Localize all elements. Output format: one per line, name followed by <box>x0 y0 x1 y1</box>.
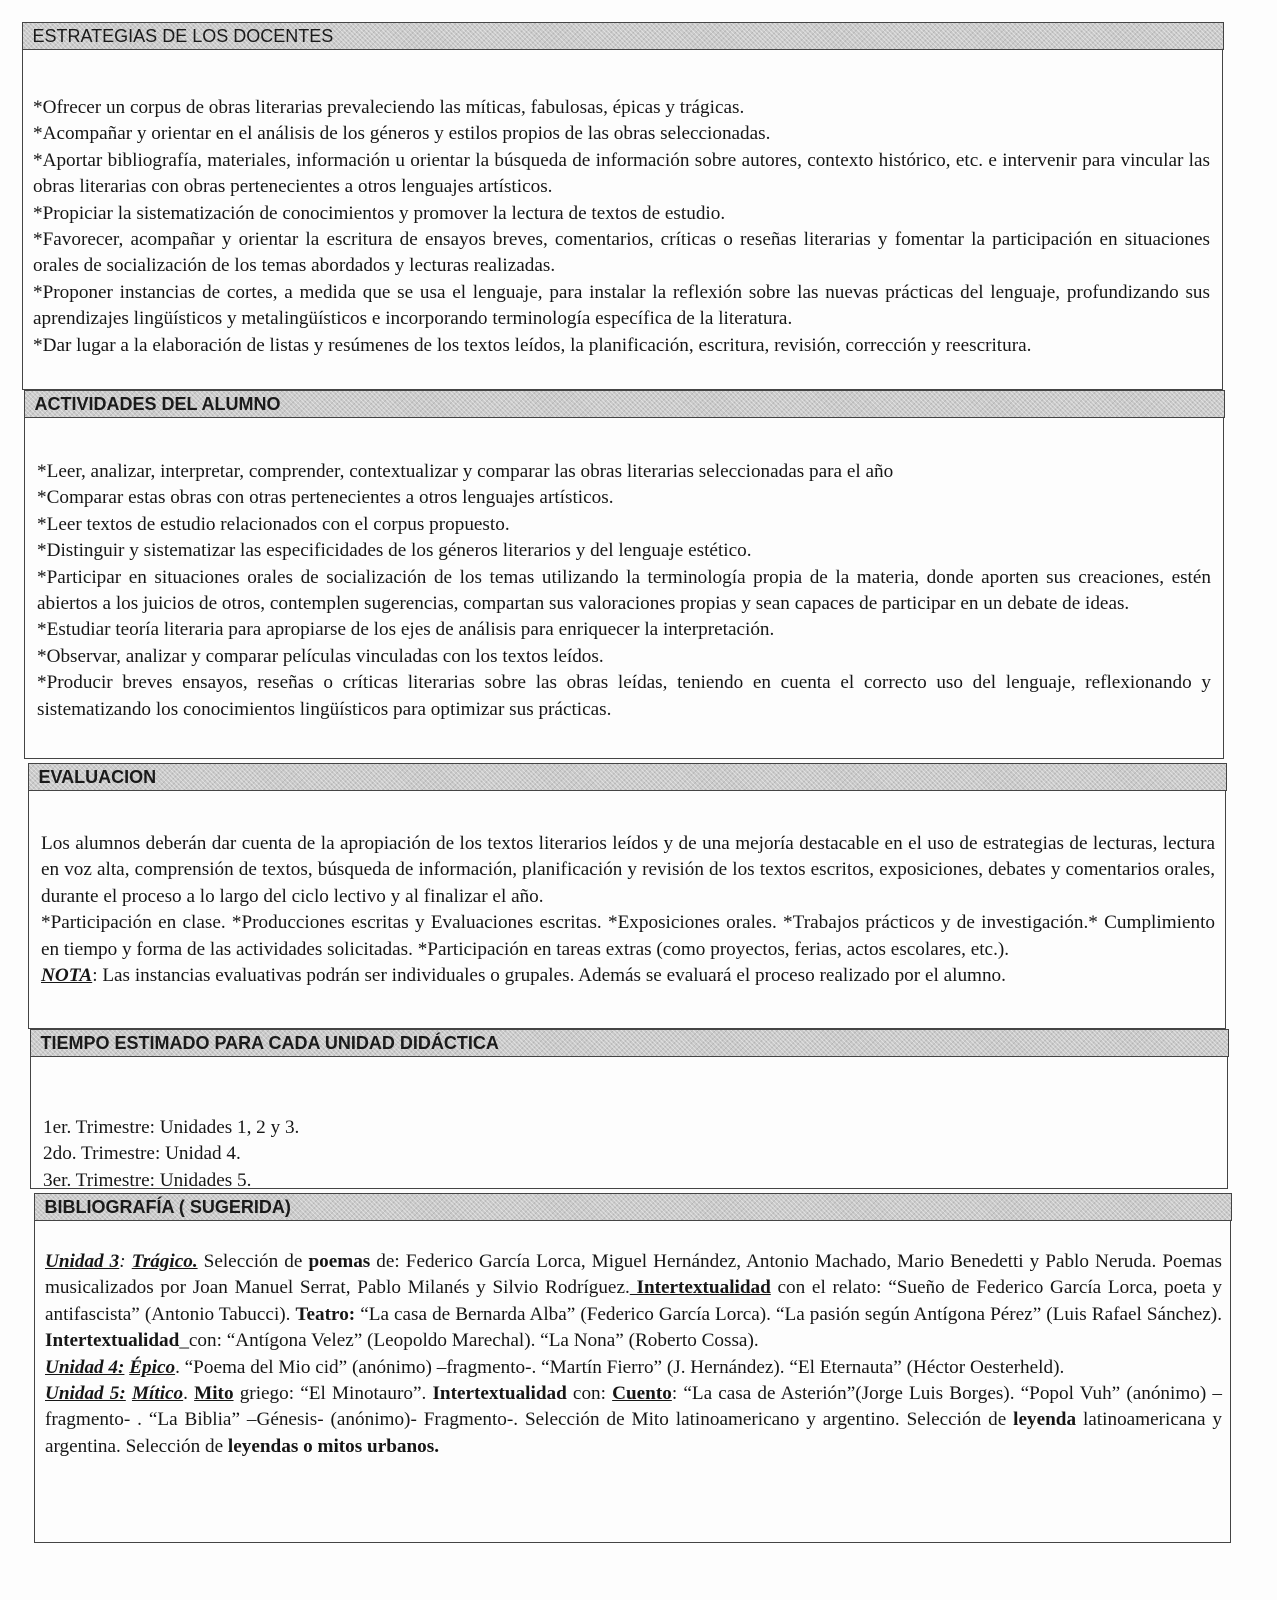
list-item: 2do. Trimestre: Unidad 4. <box>43 1143 241 1165</box>
tiempo-header: TIEMPO ESTIMADO PARA CADA UNIDAD DIDÁCTICA <box>30 1029 1229 1057</box>
entry-text: _con: “Antígona Velez” (Leopoldo Marechal). “La Nona” (Roberto Cossa). <box>179 1330 759 1352</box>
unidad-3-entry <box>45 1249 1222 1355</box>
entry-text: : “La casa de Asterión”(Jorge Luis Borges). “Popol Vuh” (anónimo) –fragmento- . “La Biblia” –Génesis- (anónimo)- Fragmento-. Selección de Mito latinoamericano y argentino. Selección de <box>45 1383 1223 1431</box>
nota-text: : Las instancias evaluativas podrán ser individuales o grupales. Además se evaluará el proceso realizado por el alumno. <box>92 965 1006 987</box>
evaluacion-note <box>41 963 1215 989</box>
unidad-5-entry <box>45 1381 1222 1460</box>
list-item: *Distinguir y sistematizar las especificidades de los géneros literarios y del lenguaje estético. <box>37 540 752 562</box>
list-item: *Leer, analizar, interpretar, comprender, contextualizar y comparar las obras literarias seleccionadas para el año <box>37 461 894 482</box>
estrategias-body <box>23 50 1222 359</box>
bibliografia-section <box>34 1193 1231 1543</box>
estrategias-section <box>22 22 1223 390</box>
list-item: *Proponer instancias de cortes, a medida que se usa el lenguaje, para instalar la reflexión sobre las nuevas prácticas del lenguaje, profundizando sus aprendizajes lingüísticos y metalingüísticos e incorporando terminología específica de la literatura. <box>33 281 1210 330</box>
entry-text: de: Federico García Lorca, Miguel Hernández, Antonio Machado, Mario Benedetti y Pablo Neruda. Poemas musicalizados por Joan Manuel Serrat, Pablo Milanés y Silvio Rodríguez. <box>45 1251 1223 1299</box>
entry-keyword: leyenda <box>1013 1409 1077 1431</box>
tiempo-section <box>30 1029 1228 1189</box>
unidad-4-entry <box>45 1355 1222 1381</box>
entry-text: con el relato: “Sueño de Federico García Lorca, poeta y antifascista” (Antonio Tabucci). <box>45 1277 1223 1325</box>
evaluacion-section <box>28 763 1226 1029</box>
genre-label: Trágico. <box>131 1251 198 1272</box>
entry-text: . “Poema del Mio cid” (anónimo) –fragmento-. “Martín Fierro” (J. Hernández). “El Eternauta” (Héctor Oesterheld). <box>175 1356 1065 1378</box>
list-item: *Acompañar y orientar en el análisis de los géneros y estilos propios de las obras seleccionadas. <box>33 123 771 145</box>
unit-label: Unidad 3 <box>45 1251 120 1272</box>
list-item: *Favorecer, acompañar y orientar la escritura de ensayos breves, comentarios, críticas o reseñas literarias y fomentar la participación en situaciones orales de socialización de los temas abordados y lecturas realizadas. <box>33 229 1210 277</box>
entry-text: latinoamericana y argentina. Selección de <box>45 1409 1222 1457</box>
nota-label: NOTA <box>41 965 93 987</box>
entry-keyword: Intertextualidad <box>629 1277 771 1299</box>
actividades-header: ACTIVIDADES DEL ALUMNO <box>24 390 1225 418</box>
list-item: 3er. Trimestre: Unidades 5. <box>43 1169 252 1191</box>
entry-keyword: leyendas o mitos urbanos. <box>227 1435 440 1457</box>
entry-text: “La casa de Bernarda Alba” (Federico García Lorca). “La pasión según Antígona Pérez” (Luis Rafael Sánchez). <box>355 1303 1222 1325</box>
tiempo-body <box>31 1057 1227 1194</box>
entry-keyword: poemas <box>308 1251 371 1272</box>
list-item: *Participar en situaciones orales de socialización de los temas utilizando la terminología propia de la materia, donde aporten sus creaciones, estén abiertos a los juicios de otros, contemplen sugerencias, compartan sus valoraciones propias y sean capaces de participar en un debate de ideas. <box>37 566 1211 615</box>
entry-keyword: Teatro: <box>295 1303 356 1325</box>
list-item: *Aportar bibliografía, materiales, información u orientar la búsqueda de información sobre autores, contexto histórico, etc. e intervenir para vincular las obras literarias con obras pertenecientes a otros lenguajes artísticos. <box>33 149 1210 198</box>
evaluacion-body <box>29 791 1225 989</box>
list-item: *Dar lugar a la elaboración de listas y resúmenes de los textos leídos, la planificación, escritura, revisión, corrección y reescritura. <box>33 334 1032 356</box>
unit-label: Unidad 5: <box>45 1383 126 1405</box>
genre-label: Mítico <box>131 1383 184 1405</box>
list-item: *Leer textos de estudio relacionados con el corpus propuesto. <box>37 513 510 535</box>
entry-keyword: Cuento <box>612 1383 672 1405</box>
entry-text: griego: “El Minotauro”. <box>233 1383 433 1405</box>
list-item: *Estudiar teoría literaria para apropiarse de los ejes de análisis para enriquecer la interpretación. <box>37 619 775 641</box>
list-item: *Producir breves ensayos, reseñas o críticas literarias sobre las obras leídas, teniendo en cuenta el correcto uso del lenguaje, reflexionando y sistematizando los conocimientos lingüísticos para optimizar sus prácticas. <box>37 672 1211 720</box>
entry-text: . <box>183 1383 195 1405</box>
bibliografia-body <box>35 1221 1230 1460</box>
estrategias-header: ESTRATEGIAS DE LOS DOCENTES <box>22 22 1224 50</box>
entry-keyword: Intertextualidad <box>45 1330 180 1352</box>
evaluacion-paragraph: Los alumnos deberán dar cuenta de la apropiación de los textos literarios leídos y de una mejoría destacable en el uso de estrategias de lecturas, lectura en voz alta, comprensión de textos, búsqueda de información, planificación y revisión de los textos escritos, exposiciones, debates y comentarios orales, durante el proceso a lo largo del ciclo lectivo y al finalizar el año. <box>41 833 1215 907</box>
unit-separator: : <box>119 1251 126 1272</box>
list-item: *Observar, analizar y comparar películas vinculadas con los textos leídos. <box>37 645 604 667</box>
unit-label: Unidad 4: <box>45 1356 125 1378</box>
genre-label: Épico <box>129 1356 176 1378</box>
entry-text: con: <box>566 1383 613 1405</box>
evaluacion-criteria: *Participación en clase. *Producciones escritas y Evaluaciones escritas. *Exposiciones orales. *Trabajos prácticos y de investigación.* Cumplimiento en tiempo y forma de las actividades solicitadas. *Participación en tareas extras (como proyectos, ferias, actos escolares, etc.). <box>41 912 1215 960</box>
evaluacion-header: EVALUACION <box>28 763 1227 791</box>
entry-text: Selección de <box>197 1251 309 1272</box>
actividades-body <box>25 418 1223 723</box>
list-item: *Ofrecer un corpus de obras literarias prevaleciendo las míticas, fabulosas, épicas y trágicas. <box>33 97 745 118</box>
entry-keyword: Intertextualidad <box>432 1383 567 1405</box>
entry-keyword: Mito <box>194 1383 234 1405</box>
bibliografia-header: BIBLIOGRAFÍA ( SUGERIDA) <box>34 1193 1232 1221</box>
list-item: *Comparar estas obras con otras pertenecientes a otros lenguajes artísticos. <box>37 487 614 509</box>
actividades-section <box>24 390 1224 759</box>
list-item: 1er. Trimestre: Unidades 1, 2 y 3. <box>43 1117 300 1138</box>
list-item: *Propiciar la sistematización de conocimientos y promover la lectura de textos de estudio. <box>33 202 726 224</box>
